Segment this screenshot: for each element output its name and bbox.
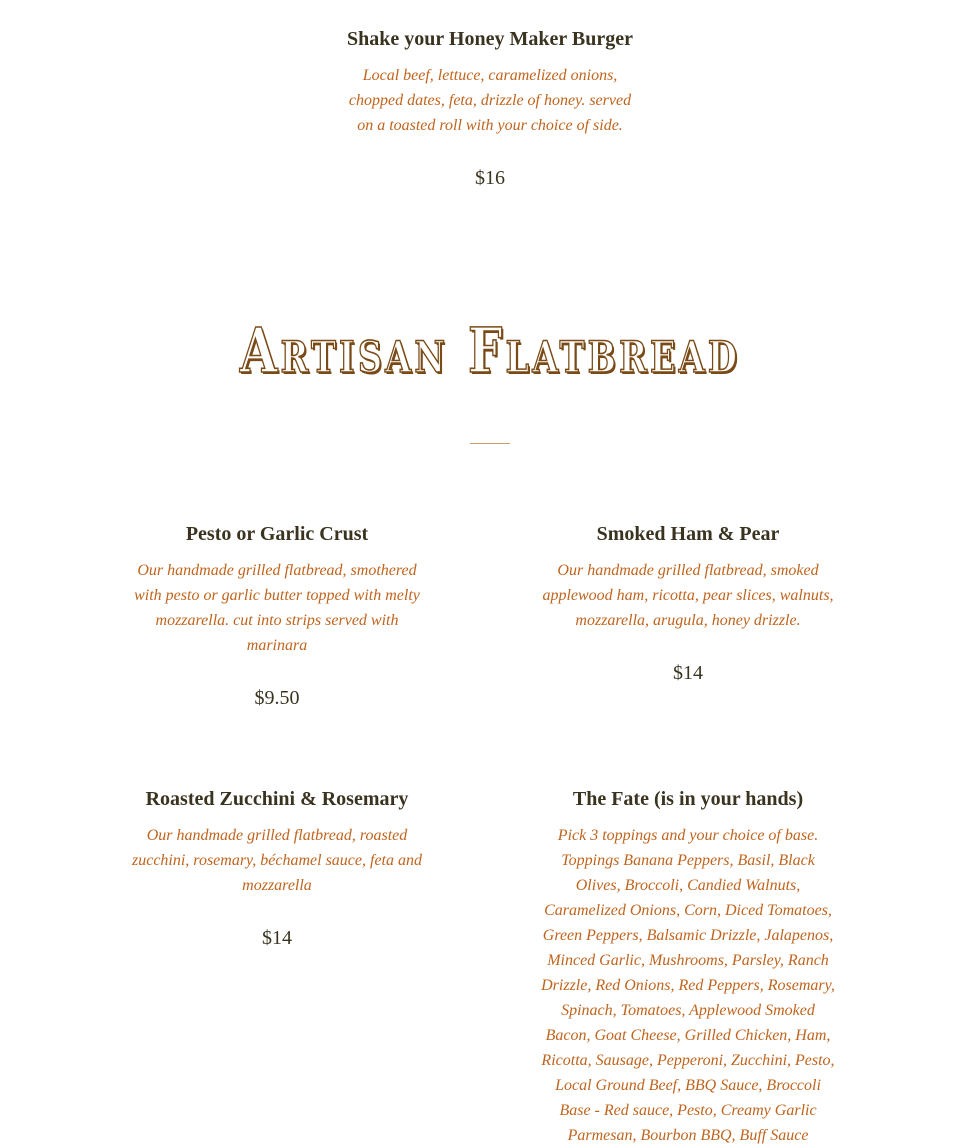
item-description: Local beef, lettuce, caramelized onions, chopped dates, feta, drizzle of honey. served on a toasted roll with your choice of side.	[348, 67, 632, 134]
item-price: $9.50	[254, 687, 300, 709]
item-name: Smoked Ham & Pear	[596, 523, 780, 545]
menu-item-roasted-zucchini-rosemary	[127, 787, 427, 950]
item-name: The Fate (is in your hands)	[572, 788, 804, 810]
menu-item-smoked-ham-pear	[538, 522, 838, 685]
item-price: $14	[673, 662, 703, 684]
item-name: Pesto or Garlic Crust	[185, 523, 369, 545]
section-divider	[470, 443, 510, 444]
item-price: $16	[475, 167, 505, 189]
menu-item-the-fate	[533, 787, 843, 1148]
item-description: Our handmade grilled flatbread, smoked applewood ham, ricotta, pear slices, walnuts, mozzarella, arugula, honey drizzle.	[542, 562, 834, 629]
item-description: Our handmade grilled flatbread, roasted zucchini, rosemary, béchamel sauce, feta and mozzarella	[131, 827, 422, 894]
item-price: $14	[262, 927, 292, 949]
item-description: Pick 3 toppings and your choice of base. Toppings Banana Peppers, Basil, Black Olives, Broccoli, Candied Walnuts, Caramelized Onions, Corn, Diced Tomatoes, Green Peppers, Balsamic Drizzle, Jalapenos, Minced Garlic, Mushrooms, Parsley, Ranch Drizzle, Red Onions, Red Peppers, Rosemary, Spinach, Tomatoes, Applewood Smoked Bacon, Goat Cheese, Grilled Chicken, Ham, Ricotta, Sausage, Pepperoni, Zucchini, Pesto, Local Ground Beef, BBQ Sauce, Broccoli Base - Red sauce, Pesto, Creamy Garlic Parmesan, Bourbon BBQ, Buff Sauce	[541, 827, 835, 1144]
section-title: Artisan Flatbread	[239, 314, 741, 387]
item-name: Roasted Zucchini & Rosemary	[145, 788, 409, 810]
item-name: Shake your Honey Maker Burger	[347, 28, 633, 50]
menu-item-honey-maker-burger	[330, 27, 650, 190]
menu-item-pesto-garlic-crust	[127, 522, 427, 710]
item-description: Our handmade grilled flatbread, smothered with pesto or garlic butter topped with melty mozzarella. cut into strips served with marinara	[134, 562, 420, 654]
